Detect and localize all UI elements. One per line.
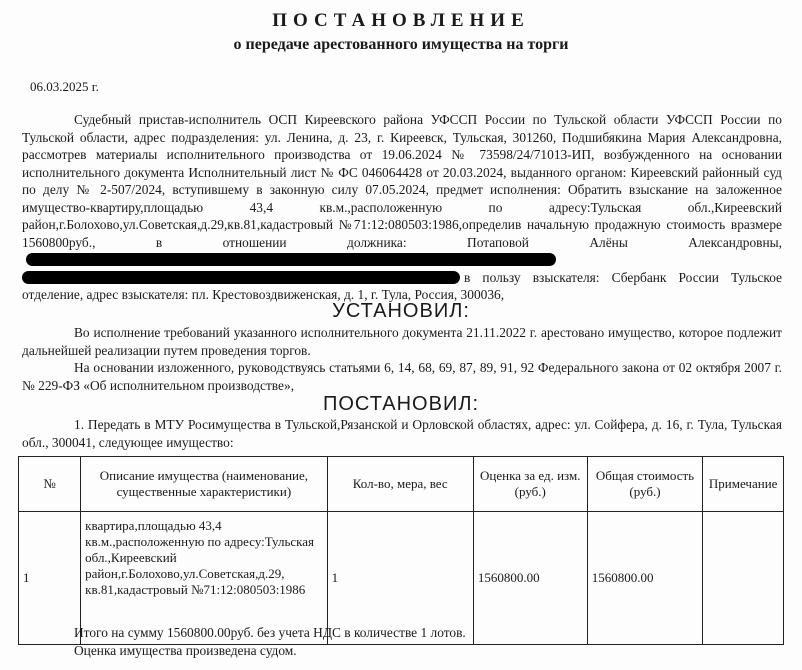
header-num: № [19,457,81,512]
document-date: 06.03.2025 г. [30,79,99,94]
assets-table [18,456,784,645]
cell-total: 1560800.00 [587,512,703,645]
footer-valuation-line: Оценка имущества произведена судом. [74,643,297,658]
decided-section [22,416,782,451]
established-paragraph-2: На основании изложенного, руководствуясь статьями 6, 14, 68, 69, 87, 89, 91, 92 Федерального закона от 02 октября 2007 г. № 229-ФЗ «Об исполнительном производстве», [22,360,782,393]
footer-section [22,624,782,660]
established-section [22,324,782,394]
redaction-bar [26,253,556,266]
header-note: Примечание [703,457,784,512]
header-description: Описание имущества (наименование, существенные характеристики) [81,457,327,512]
heading-established: УСТАНОВИЛ: [332,300,470,322]
intro-text-main: Судебный пристав-исполнитель ОСП Киреевского района УФССП России по Тульской области УФССП России по Тульской области, адрес подразделения: ул. Ленина, д. 23, г. Киреевск, Тульская, 301260, Подшибякина Мария Александровна, рассмотрев материалы исполнительного производства от 19.06.2024 № 73598/24/71013-ИП, возбужденного на основании исполнительного документа Исполнительный лист № ФС 046064428 от 20.03.2024, выданного органом: Киреевский районный суд по делу № 2-507/2024, вступившему в законную силу 07.05.2024, предмет исполнения: Обратить взыскание на заложенное имущество-квартиру,площадью 43,4 кв.м.,расположенную по адресу:Тульская обл.,Киреевский район,г.Болохово,ул.Советская,д.29,кв.81,кадастровый №71:12:080503:1986,определив начальную продажную стоимость вразмере 1560800руб., в отношении должника: Потаповой Алёны Александровны, [22,112,782,250]
header-unit-price: Оценка за ед. изм. (руб.) [473,457,587,512]
redaction-bar-2 [22,271,460,284]
cell-description: квартира,площадью 43,4 кв.м.,расположенную по адресу:Тульская обл.,Киреевский район,г.Болохово,ул.Советская,д.29, кв.81,кадастровый №71:12:080503:1986 [81,512,327,645]
cell-quantity: 1 [327,512,473,645]
document-subtitle: о передаче арестованного имущества на торги [233,36,569,53]
cell-num: 1 [19,512,81,645]
cell-unit-price: 1560800.00 [473,512,587,645]
footer-total-line: Итого на сумму 1560800.00руб. без учета НДС в количестве 1 лотов. [74,625,466,640]
intro-text-creditor: в пользу взыскателя: Сбербанк России Тульское отделение, адрес взыскателя: пл. Крестовоздвиженская, д. 1, г. Тула, Россия, 300036, [22,269,782,302]
document-title: ПОСТАНОВЛЕНИЕ [272,10,530,31]
heading-decided: ПОСТАНОВИЛ: [323,393,479,415]
established-paragraph-1: Во исполнение требований указанного исполнительного документа 21.11.2022 г. арестовано имущество, которое подлежит дальнейшей реализации путем проведения торгов. [22,325,782,358]
decided-paragraph-1: 1. Передать в МТУ Росимущества в Тульской,Рязанской и Орловской областях, адрес: ул. Сойфера, д. 16, г. Тула, Тульская обл., 300041, следующее имущество: [22,417,782,450]
header-total: Общая стоимость (руб.) [587,457,703,512]
table-header-row [19,457,784,512]
header-quantity: Кол-во, мера, вес [327,457,473,512]
intro-paragraph [22,111,782,304]
